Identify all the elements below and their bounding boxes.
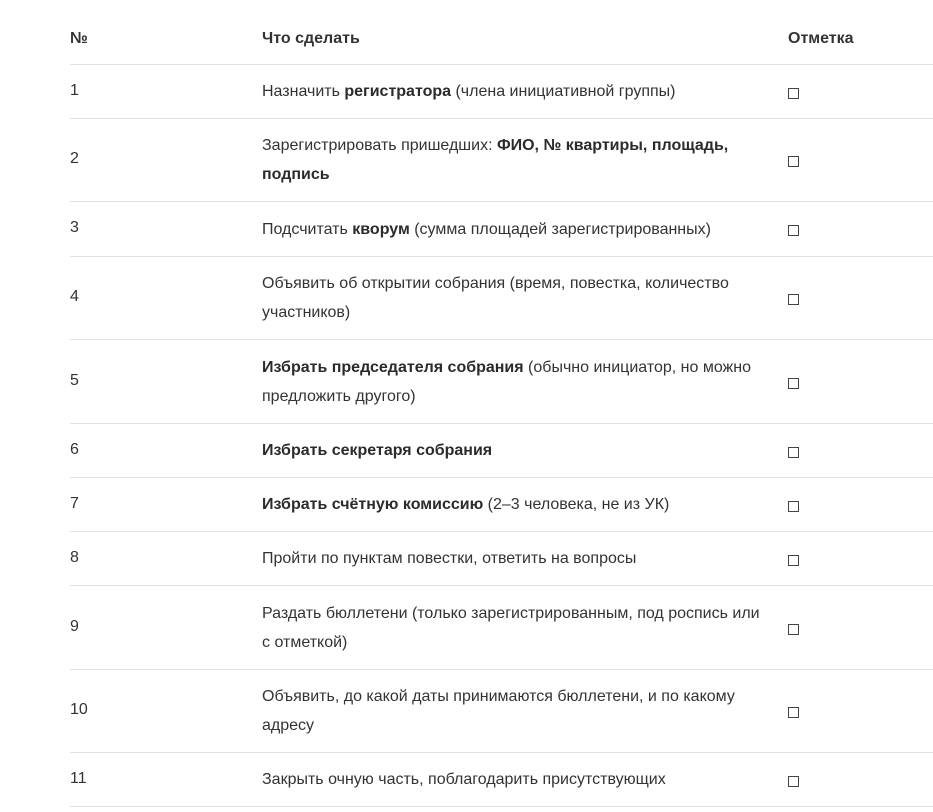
row-number: 3 [70,219,79,236]
row-task [262,269,762,327]
row-task [262,77,762,106]
task-text: (сумма площадей зарегистрированных) [409,220,711,238]
checklist-table [70,0,933,807]
header-mark: Отметка [788,30,854,47]
mark-cell [788,376,799,394]
task-text: Объявить об открытии собрания (время, повестка, количество участников) [262,275,729,321]
table-row [70,424,933,478]
row-number: 10 [70,701,88,718]
task-emphasis: ФИО, № квартиры, площадь, подпись [262,137,729,183]
header-num: № [70,30,88,47]
row-task [262,599,762,657]
row-task [262,436,762,465]
task-text: Объявить, до какой даты принимаются бюллетени, и по какому адресу [262,688,735,734]
checkbox-icon[interactable] [788,447,799,458]
table-row [70,532,933,586]
row-number: 11 [70,769,87,787]
header-task: Что сделать [262,30,360,47]
mark-cell [788,622,799,640]
mark-cell [788,774,799,792]
mark-cell [788,292,799,310]
table-row [70,257,933,340]
row-number: 4 [70,288,79,305]
row-task [262,544,762,573]
table-row [70,478,933,532]
task-text: (члена инициативной группы) [451,83,676,100]
row-number: 5 [70,371,79,389]
mark-cell [788,705,799,723]
row-task [262,682,762,740]
table-body [70,65,933,807]
row-task [262,215,762,244]
row-number: 1 [70,81,79,99]
task-emphasis: кворум [352,220,410,238]
checkbox-icon[interactable] [788,294,799,305]
checkbox-icon[interactable] [788,378,799,389]
checkbox-icon[interactable] [788,88,799,99]
mark-cell [788,154,799,172]
row-number: 2 [70,150,79,167]
row-number: 7 [70,494,79,512]
table-header [70,0,933,65]
table-row [70,586,933,670]
table-row [70,202,933,257]
mark-cell [788,499,799,517]
mark-cell [788,445,799,463]
row-number: 8 [70,548,79,566]
table-row [70,340,933,424]
checkbox-icon[interactable] [788,707,799,718]
task-text: Пройти по пунктам повестки, ответить на вопросы [262,550,637,567]
task-text: Раздать бюллетени (только зарегистрированным, под роспись или с отметкой) [262,604,760,651]
mark-cell [788,223,799,241]
task-text: (2–3 человека, не из УК) [483,496,670,513]
row-number: 9 [70,617,79,635]
row-task [262,765,762,794]
task-emphasis: регистратора [344,83,452,100]
checkbox-icon[interactable] [788,776,799,787]
task-text: Зарегистрировать пришедших: [262,137,497,154]
row-task [262,131,762,189]
row-task [262,353,762,411]
task-text: Закрыть очную часть, поблагодарить присутствующих [262,771,666,788]
checkbox-icon[interactable] [788,501,799,512]
checkbox-icon[interactable] [788,156,799,167]
table-row [70,119,933,202]
task-text: Назначить [262,83,345,100]
checkbox-icon[interactable] [788,624,799,635]
row-number: 6 [70,440,79,458]
checkbox-icon[interactable] [788,225,799,236]
task-emphasis: Избрать председателя собрания [262,358,524,376]
checkbox-icon[interactable] [788,555,799,566]
task-emphasis: Избрать секретаря собрания [262,442,493,459]
task-text: (обычно инициатор, но можно предложить другого) [262,358,751,405]
mark-cell [788,553,799,571]
mark-cell [788,86,799,104]
task-text: Подсчитать [262,220,353,238]
task-emphasis: Избрать счётную комиссию [262,496,484,513]
table-row [70,753,933,807]
row-task [262,490,762,519]
table-row [70,670,933,753]
table-row [70,65,933,119]
